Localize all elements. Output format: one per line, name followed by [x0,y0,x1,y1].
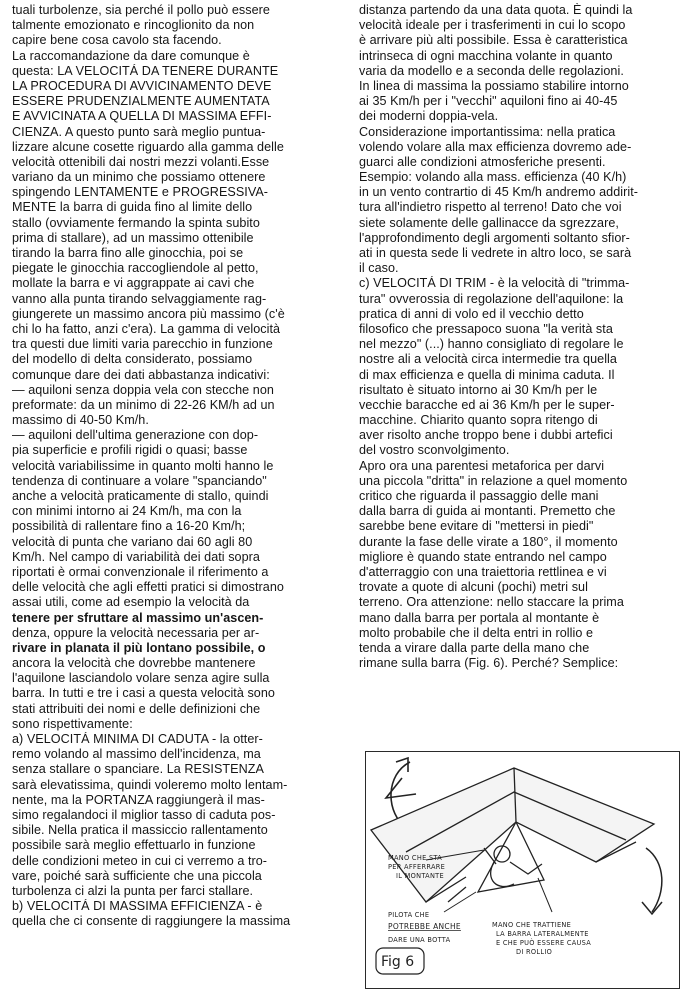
hang-glider-figure [365,751,680,989]
text-line: turbolenza ci alzi la punta per farci stallare. [12,883,254,898]
text-line: denza, oppure la velocità necessaria per ar- [12,625,260,640]
glider-wing [371,768,654,902]
text-line: ESSERE PRUDENZIALMENTE AUMENTATA [12,94,270,109]
text-line: l'approfondimento degli argomenti soltanto sfior- [359,230,630,245]
text-line: a) VELOCITÁ MINIMA DI CADUTA - la otter- [12,732,263,746]
text-line: talmente emozionato e rincoglionito da non [12,18,255,33]
text-line: critico che riguarda il passaggio delle mani [359,489,599,503]
text-line: senza stallare o spanciare. La RESISTENZA [12,762,264,777]
text-line: di max efficienza e quella di minima caduta. Il [359,367,615,382]
text-line: stati attribuiti dei nomi e delle definizioni che [12,701,261,716]
text-line: volendo volare alla max efficienza dovremo ade- [359,139,632,154]
text-line: variano da un minimo che possiamo ottenere [12,170,266,185]
text-line: remo volando al massimo dell'incidenza, ma [12,747,261,762]
text-line: questa: LA VELOCITÁ DA TENERE DURANTE [12,63,279,78]
text-line: distanza partendo da una data quota. È quindi la [359,3,633,17]
text-line: stallo (ovviamente fermando la spinta subito [12,215,260,230]
text-line: capire bene cosa cavolo sta facendo. [12,33,222,48]
text-line: sibile. Nella pratica il massiccio rallentamento [12,823,268,838]
text-line: molto probabile che il delta entri in rollio e [359,625,594,640]
fig-label-1: MANO CHE STA [388,854,443,862]
text-line: tuali turbolenze, sia perché il pollo può essere [12,3,270,17]
text-line: rivare in planata il più lontano possibile, o [12,640,266,655]
text-line: vare, poiché sarà sufficiente che una piccola [12,868,262,883]
text-line: piegate le ginocchia raccogliendole al petto, [12,261,259,276]
text-line: ati in questa sede li vedrete in altro loco, se sarà [359,246,632,260]
text-line: trovate a quote di alcuni (pochi) metri sul [359,580,588,595]
text-line: migliore è quando state entrando nel campo [359,549,607,564]
turn-arrow-icon [642,848,662,914]
text-line: tura all'indietro rispetto al terreno! Dato che voi [359,200,622,215]
text-line: — aquiloni senza doppia vela con stecche non [12,382,274,397]
left-column [12,3,334,929]
text-line: guarci alle condizioni atmosferiche presenti. [359,154,606,169]
text-line: comunque dare dei dati abbastanza indicativi: [12,367,270,382]
text-line: possibilità di rallentare fino a 16-20 Km/h; [12,519,246,534]
text-line: aver risolto anche troppo bene i dubbi artefici [359,428,613,443]
text-line: delle velocità che agli effetti pratici si dimostrano [12,580,284,595]
fig-label-8: LA BARRA LATERALMENTE [496,930,589,938]
fig-label-4: PILOTA CHE [388,911,430,919]
text-line: del vostro sconvolgimento. [359,443,510,458]
text-line: sarà elevatissima, quindi voleremo molto lentam- [12,777,288,792]
text-line: nente, ma la PORTANZA raggiungerà il mas- [12,792,265,807]
fig-label-7: MANO CHE TRATTIENE [492,921,572,929]
text-line: d'atterraggio con una traiettoria rettlinea e vi [359,564,607,579]
text-line: CIENZA. A questo punto sarà meglio puntua- [12,124,266,139]
text-line: tra questi due limiti varia parecchio in funzione [12,337,273,352]
text-line: vecchie baracche ed ai 36 Km/h per le super- [359,397,615,412]
right-column [359,3,679,671]
text-line: b) VELOCITÁ DI MASSIMA EFFICIENZA - è [12,899,263,914]
text-line: anche a velocità praticamente di stallo, quindi [12,489,269,503]
fig-label-6: DARE UNA BOTTA [388,936,451,944]
text-line: ancora la velocità che dovrebbe mantenere [12,656,256,671]
text-line: spingendo LENTAMENTE e PROGRESSIVA- [12,185,269,200]
text-line: prima di stallare), ad un massimo ottenibile [12,230,254,245]
text-line: E AVVICINATA A QUELLA DI MASSIMA EFFI- [12,109,272,124]
text-line: filosofico che pressapoco suona "la verità sta [359,321,613,336]
text-line: assai utili, come ad esempio la velocità da [12,595,250,610]
text-line: una piccola "dritta" in relazione a quel momento [359,473,628,488]
text-line: quella che ci consente di raggiungere la massima [12,914,291,929]
text-line: In linea di massima la possiamo stabilire intorno [359,78,629,93]
text-line: tirando la barra fino alle ginocchia, poi se [12,246,244,260]
text-line: chi lo ha fatto, anzi c'era). La gamma di velocità [12,321,281,336]
text-line: — aquiloni dell'ultima generazione con dop- [12,428,259,443]
fig-label-2: PER AFFERRARE [388,863,446,871]
text-line: possibile sarà meglio effettuarlo in funzione [12,838,256,853]
fig-label-9: E CHE PUÒ ESSERE CAUSA [496,939,592,947]
text-line: l'aquilone lasciandolo volare senza agire sulla [12,671,270,686]
text-line: velocità ottenibili dai nostri mezzi volanti.Esse [12,154,270,169]
text-line: vanno alla punta tirando selvaggiamente rag- [12,291,267,306]
text-line: simo regalandoci il miglior tasso di caduta pos- [12,807,276,822]
text-line: rimane sulla barra (Fig. 6). Perché? Semplice: [359,656,619,671]
text-line: velocità variabilissime in quanto molti hanno le [12,458,274,473]
text-line: velocità ideale per i trasferimenti in cui lo scopo [359,18,626,33]
text-line: intrinseca di ogni macchina volante in quanto [359,48,613,63]
text-line: velocità di punta che variano dai 60 agli 80 [12,534,253,549]
text-line: barra. In tutti e tre i casi a questa velocità sono [12,686,275,701]
text-line: durante la fase delle virate a 180°, il momento [359,534,618,549]
text-line: tenda a virare dalla parte della mano che [359,640,590,655]
text-line: è arrivare più alti possibile. Essa è caratteristica [359,33,628,48]
fig-label-5: POTREBBE ANCHE [388,922,461,931]
text-line: ai 35 Km/h per i "vecchi" aquiloni fino ai 40-45 [359,94,618,109]
text-line: pia superficie e profili rigidi o quasi; basse [12,443,248,458]
text-line: dalla barra di guida ai montanti. Premetto che [359,504,616,519]
text-line: del modello di delta considerato, possiamo [12,352,253,367]
text-line: La raccomandazione da dare comunque è [12,48,250,63]
text-line: tura" ovverossia di regolazione dell'aquilone: la [359,291,624,306]
text-line: nel mezzo" (...) hanno consigliato di regolare le [359,337,624,352]
text-line: risultato è situato intorno ai 30 Km/h per le [359,382,598,397]
fig-label-10: DI ROLLIO [516,948,553,956]
text-line: lizzare alcune cosette riguardo alla gamma delle [12,139,284,154]
text-line: mano dalla barra per portala al montante è [359,610,600,625]
text-line: macchine. Chiarito quanto sopra ritengo di [359,413,598,428]
text-line: Considerazione importantissima: nella pratica [359,124,616,139]
text-line: sarebbe bene evitare di "mettersi in piedi" [359,519,594,534]
fig-label-3: IL MONTANTE [396,872,444,880]
text-line: con minimi intorno ai 24 Km/h, ma con la [12,504,242,519]
hang-glider-illustration [366,752,681,990]
text-line: mollate la barra e vi aggrappate ai cavi che [12,276,255,291]
text-line: LA PROCEDURA DI AVVICINAMENTO DEVE [12,78,272,93]
text-line: tendenza di continuare a volare "spanciando" [12,473,267,488]
text-line: preformate: da un minimo di 22-26 KM/h ad un [12,397,275,412]
text-line: Esempio: volando alla mass. efficienza (40 K/h) [359,170,627,185]
text-line: MENTE la barra di guida fino al limite dello [12,200,253,215]
text-line: c) VELOCITÁ DI TRIM - è la velocità di "trimma- [359,276,630,291]
text-line: dei moderni doppia-vela. [359,109,499,124]
text-line: varia da modello e a seconda delle regolazioni. [359,63,624,78]
text-line: il caso. [359,261,399,276]
text-line: delle condizioni meteo in cui ci verremo a tro- [12,853,268,868]
text-line: tenere per sfruttare al massimo un'ascen- [12,610,264,625]
text-line: in un vento contrartio di 45 Km/h andremo addirit- [359,185,639,200]
text-line: pratica di anni di volo ed il vecchio detto [359,306,584,321]
text-line: massimo di 40-50 Km/h. [12,413,149,428]
text-line: Apro ora una parentesi metaforica per darvi [359,458,605,473]
text-line: giungerete un massimo ancora più massimo (c'è [12,306,285,321]
text-line: siete solamente delle gallinacce da sgrezzare, [359,215,619,230]
fig-number: Fig 6 [381,954,415,970]
text-line: terreno. Ora attenzione: nello staccare la prima [359,595,624,610]
text-line: riportati è ormai convenzionale il riferimento a [12,564,269,579]
text-line: nostre ali a velocità circa intermedie tra quella [359,352,617,367]
text-line: sono rispettivamente: [12,716,133,731]
text-line: Km/h. Nel campo di variabilità dei dati sopra [12,549,260,564]
